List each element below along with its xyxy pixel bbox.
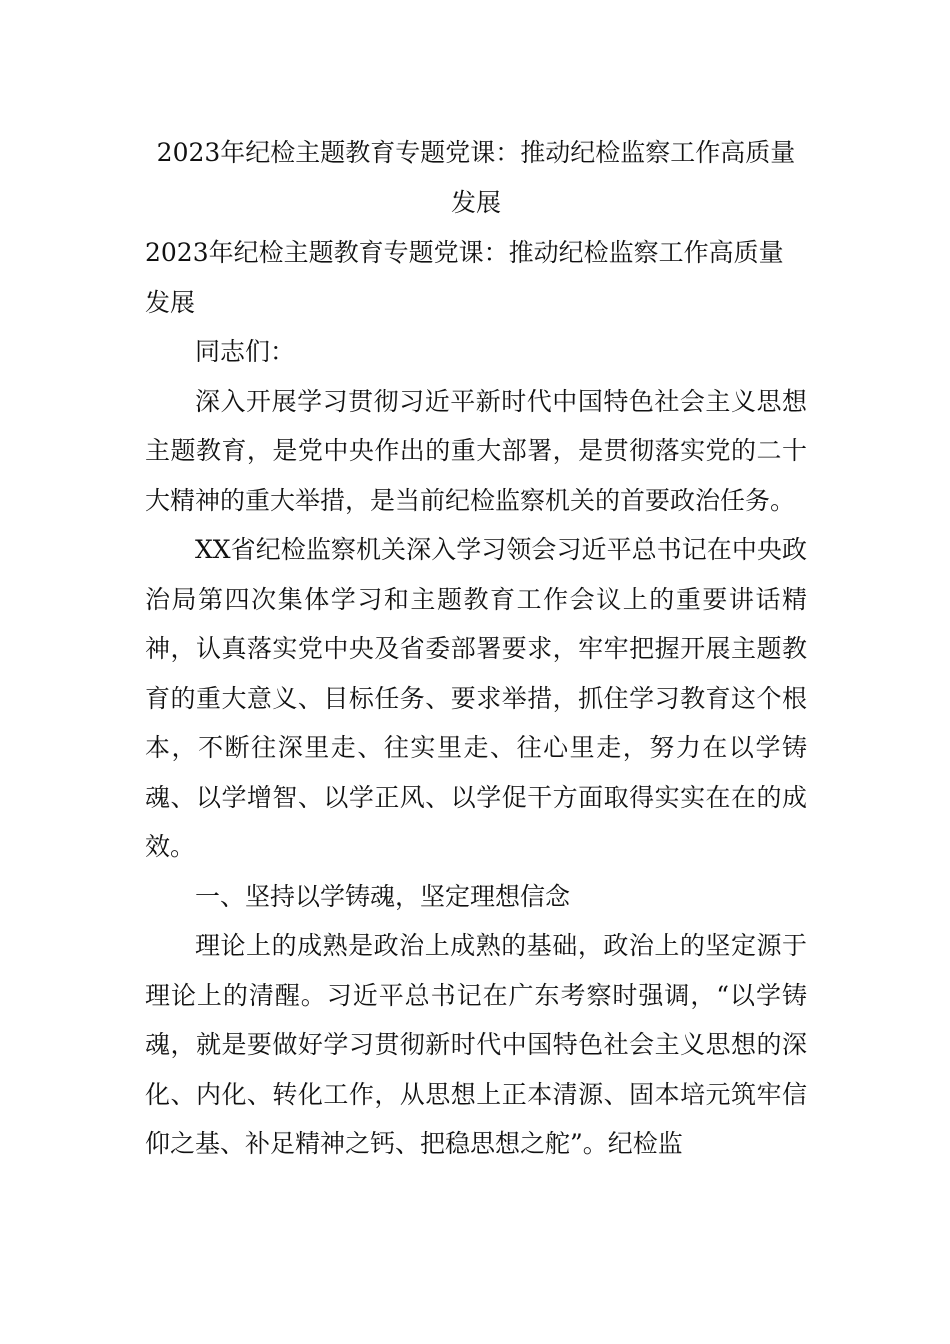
paragraph-province: XX省纪检监察机关深入学习领会习近平总书记在中央政治局第四次集体学习和主题教育工作会议上的重要讲话精神，认真落实党中央及省委部署要求，牢牢把握开展主题教育的重大意义、目标任务、要求举措，抓住学习教育这个根本，不断往深里走、往实里走、往心里走，努力在以学铸魂、以学增智、以学正风、以学促干方面取得实实在在的成效。 <box>145 535 807 861</box>
paragraph-intro: 深入开展学习贯彻习近平新时代中国特色社会主义思想主题教育，是党中央作出的重大部署，是贯彻落实党的二十大精神的重大举措，是当前纪检监察机关的首要政治任务。 <box>145 386 807 515</box>
document-title: 2023年纪检主题教育专题党课：推动纪检监察工作高质量发展 <box>156 138 796 217</box>
greeting: 同志们： <box>195 337 296 366</box>
document-subtitle: 2023年纪检主题教育专题党课：推动纪检监察工作高质量发展 <box>145 238 784 317</box>
section-heading: 一、坚持以学铸魂，坚定理想信念 <box>195 881 571 911</box>
document-page <box>145 128 807 1169</box>
paragraph-section-one: 理论上的成熟是政治上成熟的基础，政治上的坚定源于理论上的清醒。习近平总书记在广东考察时强调，“以学铸魂，就是要做好学习贯彻新时代中国特色社会主义思想的深化、内化、转化工作，从思想上正本清源、固本培元筑牢信仰之基、补足精神之钙、把稳思想之舵”。纪检监 <box>145 931 807 1158</box>
